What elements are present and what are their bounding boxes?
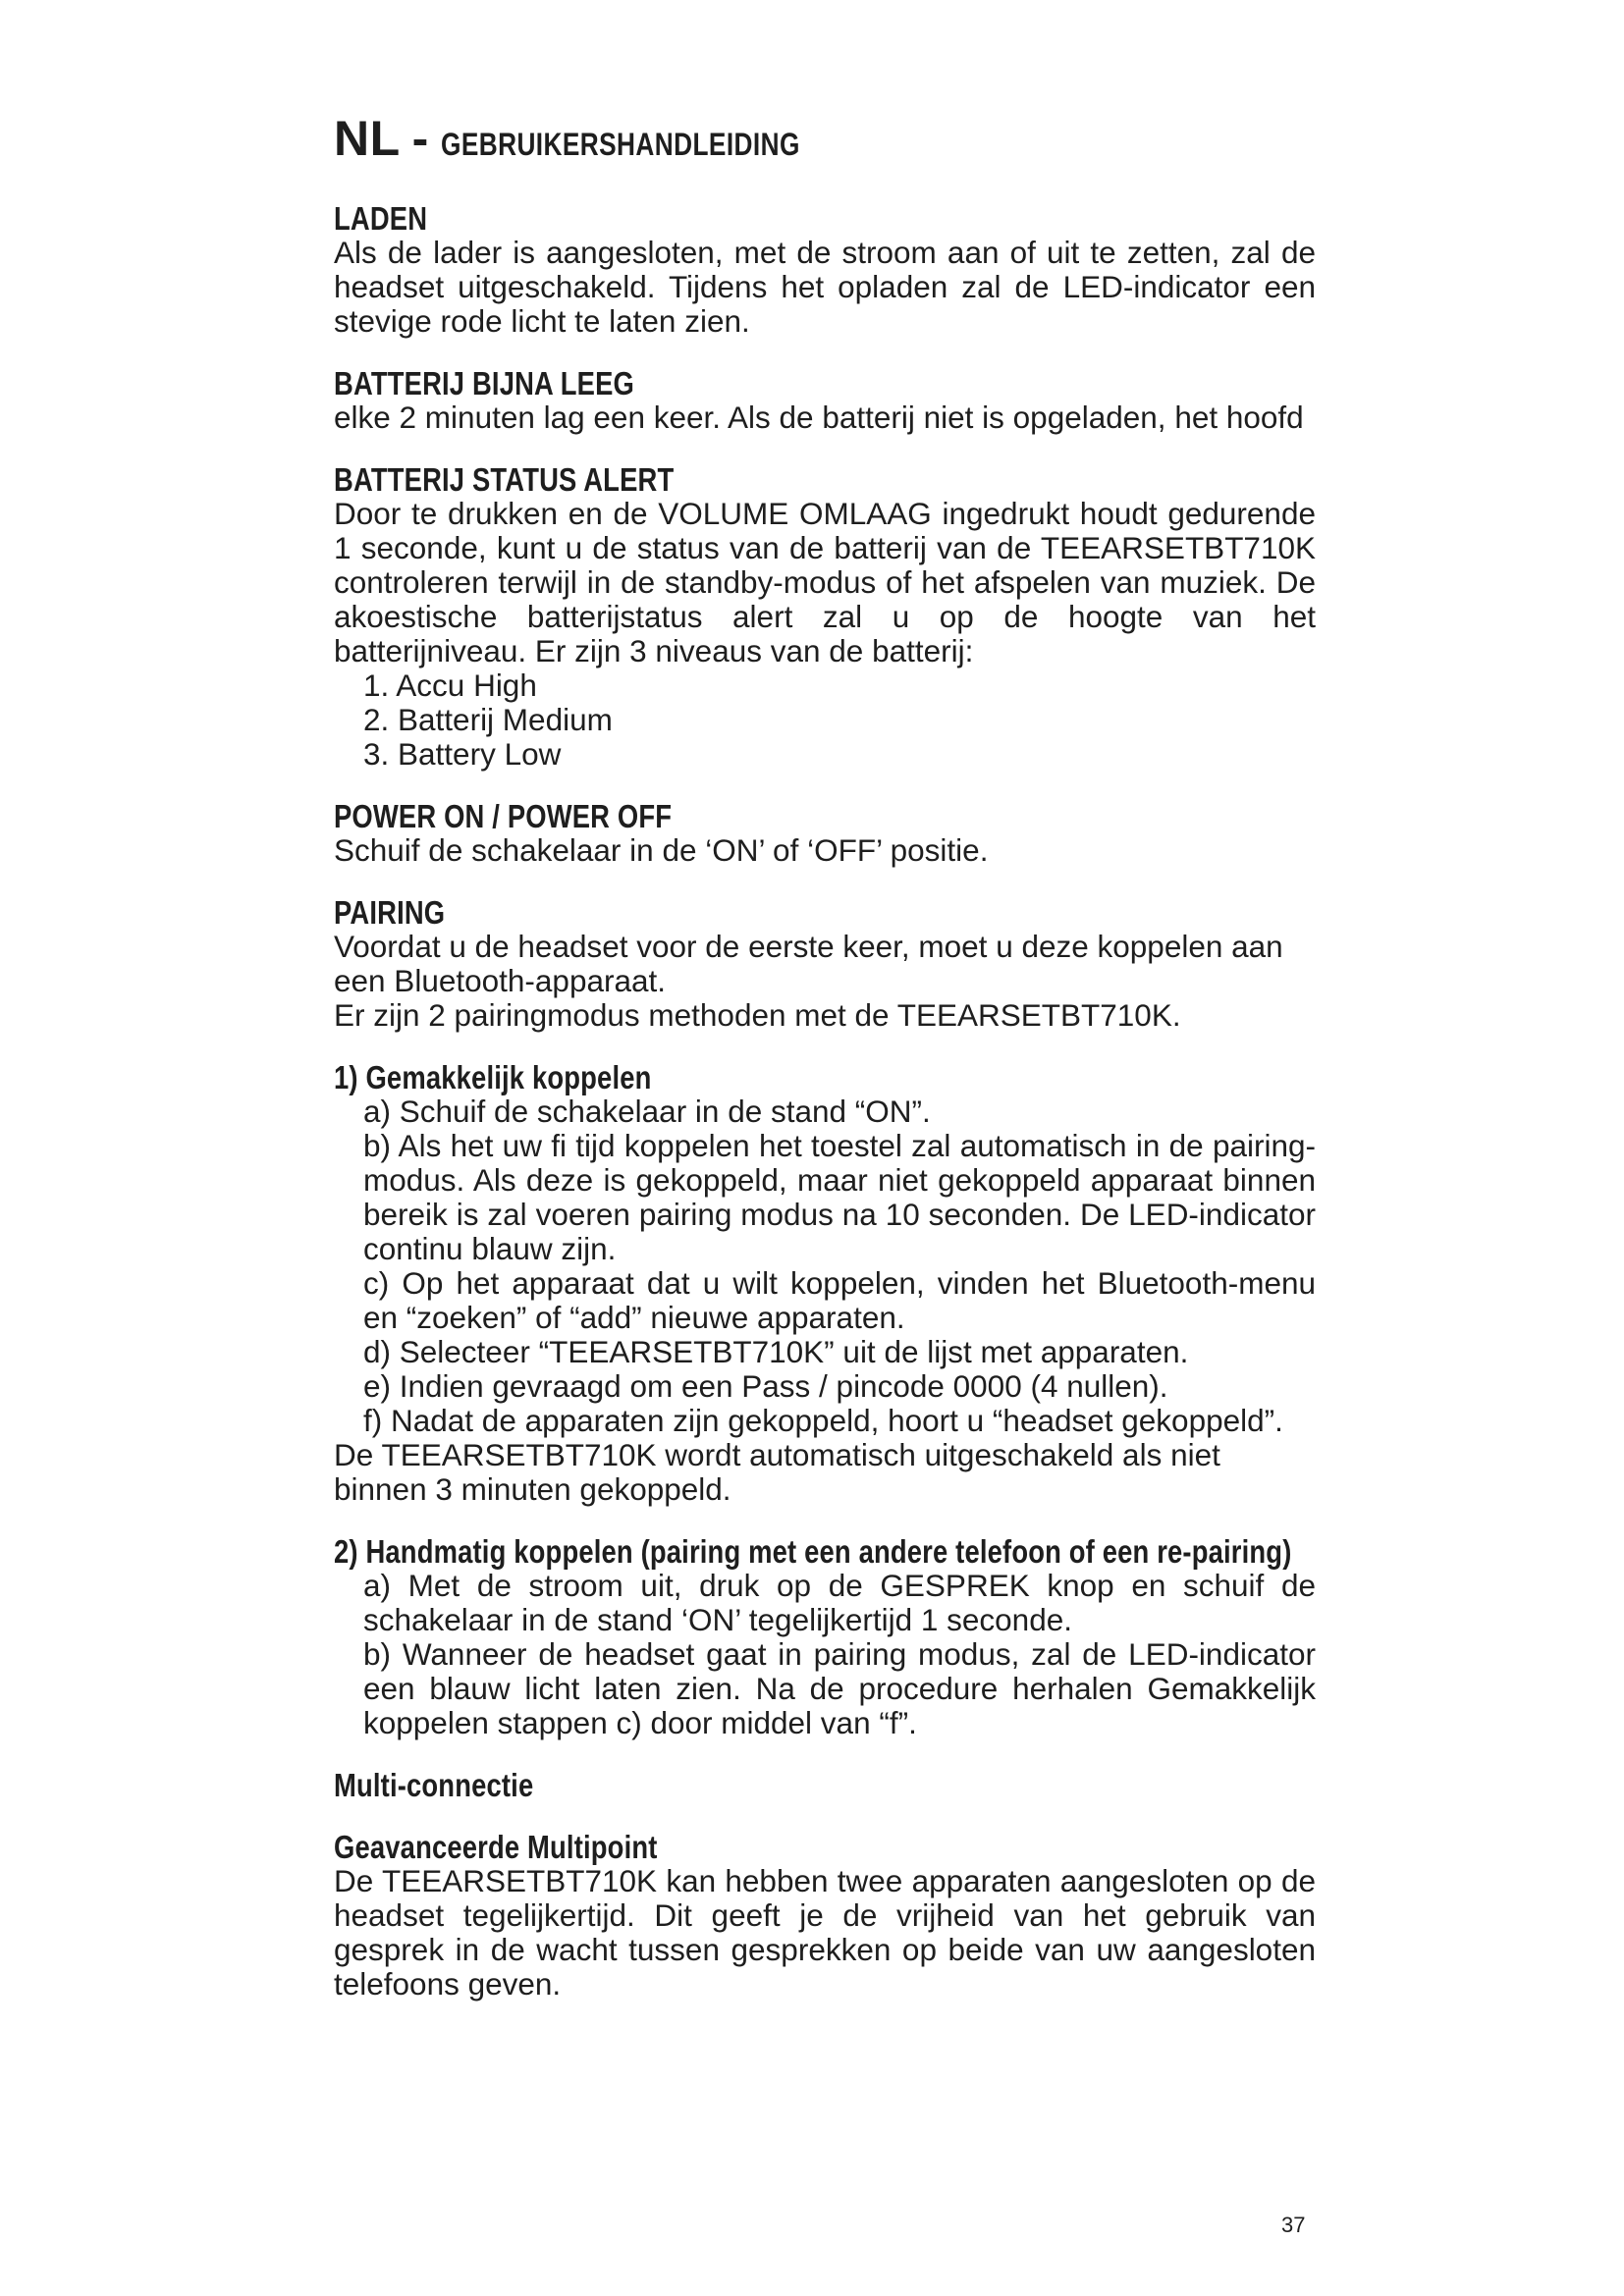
list-item: b) Wanneer de headset gaat in pairing modus, zal de LED-indicator een blauw licht laten zien. Na de procedure herhalen Gemakkelijk koppelen stappen c) door middel van “f”. bbox=[363, 1636, 1316, 1740]
manual-title: GEBRUIKERSHANDLEIDING bbox=[440, 127, 800, 162]
section-paragraph: Er zijn 2 pairingmodus methoden met de TEEARSETBT710K. bbox=[334, 997, 1181, 1033]
section-heading: Geavanceerde Multipoint bbox=[334, 1829, 658, 1865]
section-paragraph: Door te drukken en de VOLUME OMLAAG ingedrukt houdt gedurende 1 seconde, kunt u de status van de batterij van de TEEARSETBT710K controleren terwijl in de standby-modus of het afspelen van muziek. De akoestische batterijstatus alert zal u op de hoogte van het batterijniveau. Er zijn 3 niveaus van de batterij: bbox=[334, 496, 1316, 668]
section-pairing bbox=[334, 895, 1316, 1033]
section-paragraph: De TEEARSETBT710K wordt automatisch uitgeschakeld als niet binnen 3 minuten gekoppeld. bbox=[334, 1437, 1220, 1507]
section-multi-connection bbox=[334, 1768, 1316, 1802]
manual-content bbox=[334, 201, 1316, 2029]
list-item: a) Met de stroom uit, druk op de GESPREK knop en schuif de schakelaar in de stand ‘ON’ tegelijkertijd 1 seconde. bbox=[363, 1568, 1316, 1637]
section-paragraph: Als de lader is aangesloten, met de stroom aan of uit te zetten, zal de headset uitgeschakeld. Tijdens het opladen zal de LED-indicator een stevige rode licht te laten zien. bbox=[334, 235, 1316, 339]
list-item: a) Schuif de schakelaar in de stand “ON”. bbox=[363, 1094, 931, 1129]
easy-pairing-steps bbox=[334, 1095, 1316, 1438]
section-battery-low bbox=[334, 366, 1316, 435]
list-item: 1. Accu High bbox=[363, 667, 537, 703]
section-paragraph: elke 2 minuten lag een keer. Als de batterij niet is opgeladen, het hoofd bbox=[334, 400, 1304, 435]
list-item: b) Als het uw fi tijd koppelen het toestel zal automatisch in de pairing-modus. Als deze is gekoppeld, maar niet gekoppeld apparaat binnen bereik is zal voeren pairing modus na 10 seconden. De LED-indicator continu blauw zijn. bbox=[363, 1128, 1316, 1266]
section-heading: 2) Handmatig koppelen (pairing met een andere telefoon of een re-pairing) bbox=[334, 1533, 1292, 1570]
page-number: 37 bbox=[1281, 2213, 1306, 2237]
list-item: e) Indien gevraagd om een Pass / pincode 0000 (4 nullen). bbox=[363, 1368, 1168, 1404]
section-easy-pairing bbox=[334, 1060, 1316, 1507]
page-title bbox=[334, 110, 879, 167]
section-heading: BATTERIJ BIJNA LEEG bbox=[334, 365, 634, 401]
list-item: 3. Battery Low bbox=[363, 736, 562, 772]
list-item: d) Selecteer “TEEARSETBT710K” uit de lijst met apparaten. bbox=[363, 1334, 1189, 1369]
battery-levels-list bbox=[334, 668, 1316, 772]
manual-pairing-steps bbox=[334, 1569, 1316, 1740]
section-heading: BATTERIJ STATUS ALERT bbox=[334, 461, 675, 498]
section-manual-pairing bbox=[334, 1534, 1316, 1740]
section-paragraph: Schuif de schakelaar in de ‘ON’ of ‘OFF’ positie. bbox=[334, 832, 989, 868]
title-separator: - bbox=[411, 111, 429, 166]
section-heading: Multi-connectie bbox=[334, 1767, 534, 1803]
list-item: c) Op het apparaat dat u wilt koppelen, vinden het Bluetooth-menu en “zoeken” of “add” nieuwe apparaten. bbox=[363, 1265, 1316, 1335]
section-paragraph: De TEEARSETBT710K kan hebben twee apparaten aangesloten op de headset tegelijkertijd. Dit geeft je de vrijheid van het gebruik van gesprek in de wacht tussen gesprekken op beide van uw aangesloten telefoons geven. bbox=[334, 1863, 1316, 2002]
section-heading: POWER ON / POWER OFF bbox=[334, 798, 673, 834]
section-battery-status-alert bbox=[334, 462, 1316, 772]
section-power bbox=[334, 799, 1316, 868]
section-heading: PAIRING bbox=[334, 894, 446, 931]
section-heading: LADEN bbox=[334, 200, 428, 237]
list-item: 2. Batterij Medium bbox=[363, 702, 613, 737]
section-laden bbox=[334, 201, 1316, 339]
section-paragraph: Voordat u de headset voor de eerste keer, moet u deze koppelen aan een Bluetooth-apparaat. bbox=[334, 929, 1283, 998]
section-advanced-multipoint bbox=[334, 1830, 1316, 2002]
language-code: NL bbox=[334, 111, 401, 166]
list-item: f) Nadat de apparaten zijn gekoppeld, hoort u “headset gekoppeld”. bbox=[363, 1403, 1283, 1438]
section-heading: 1) Gemakkelijk koppelen bbox=[334, 1059, 652, 1095]
